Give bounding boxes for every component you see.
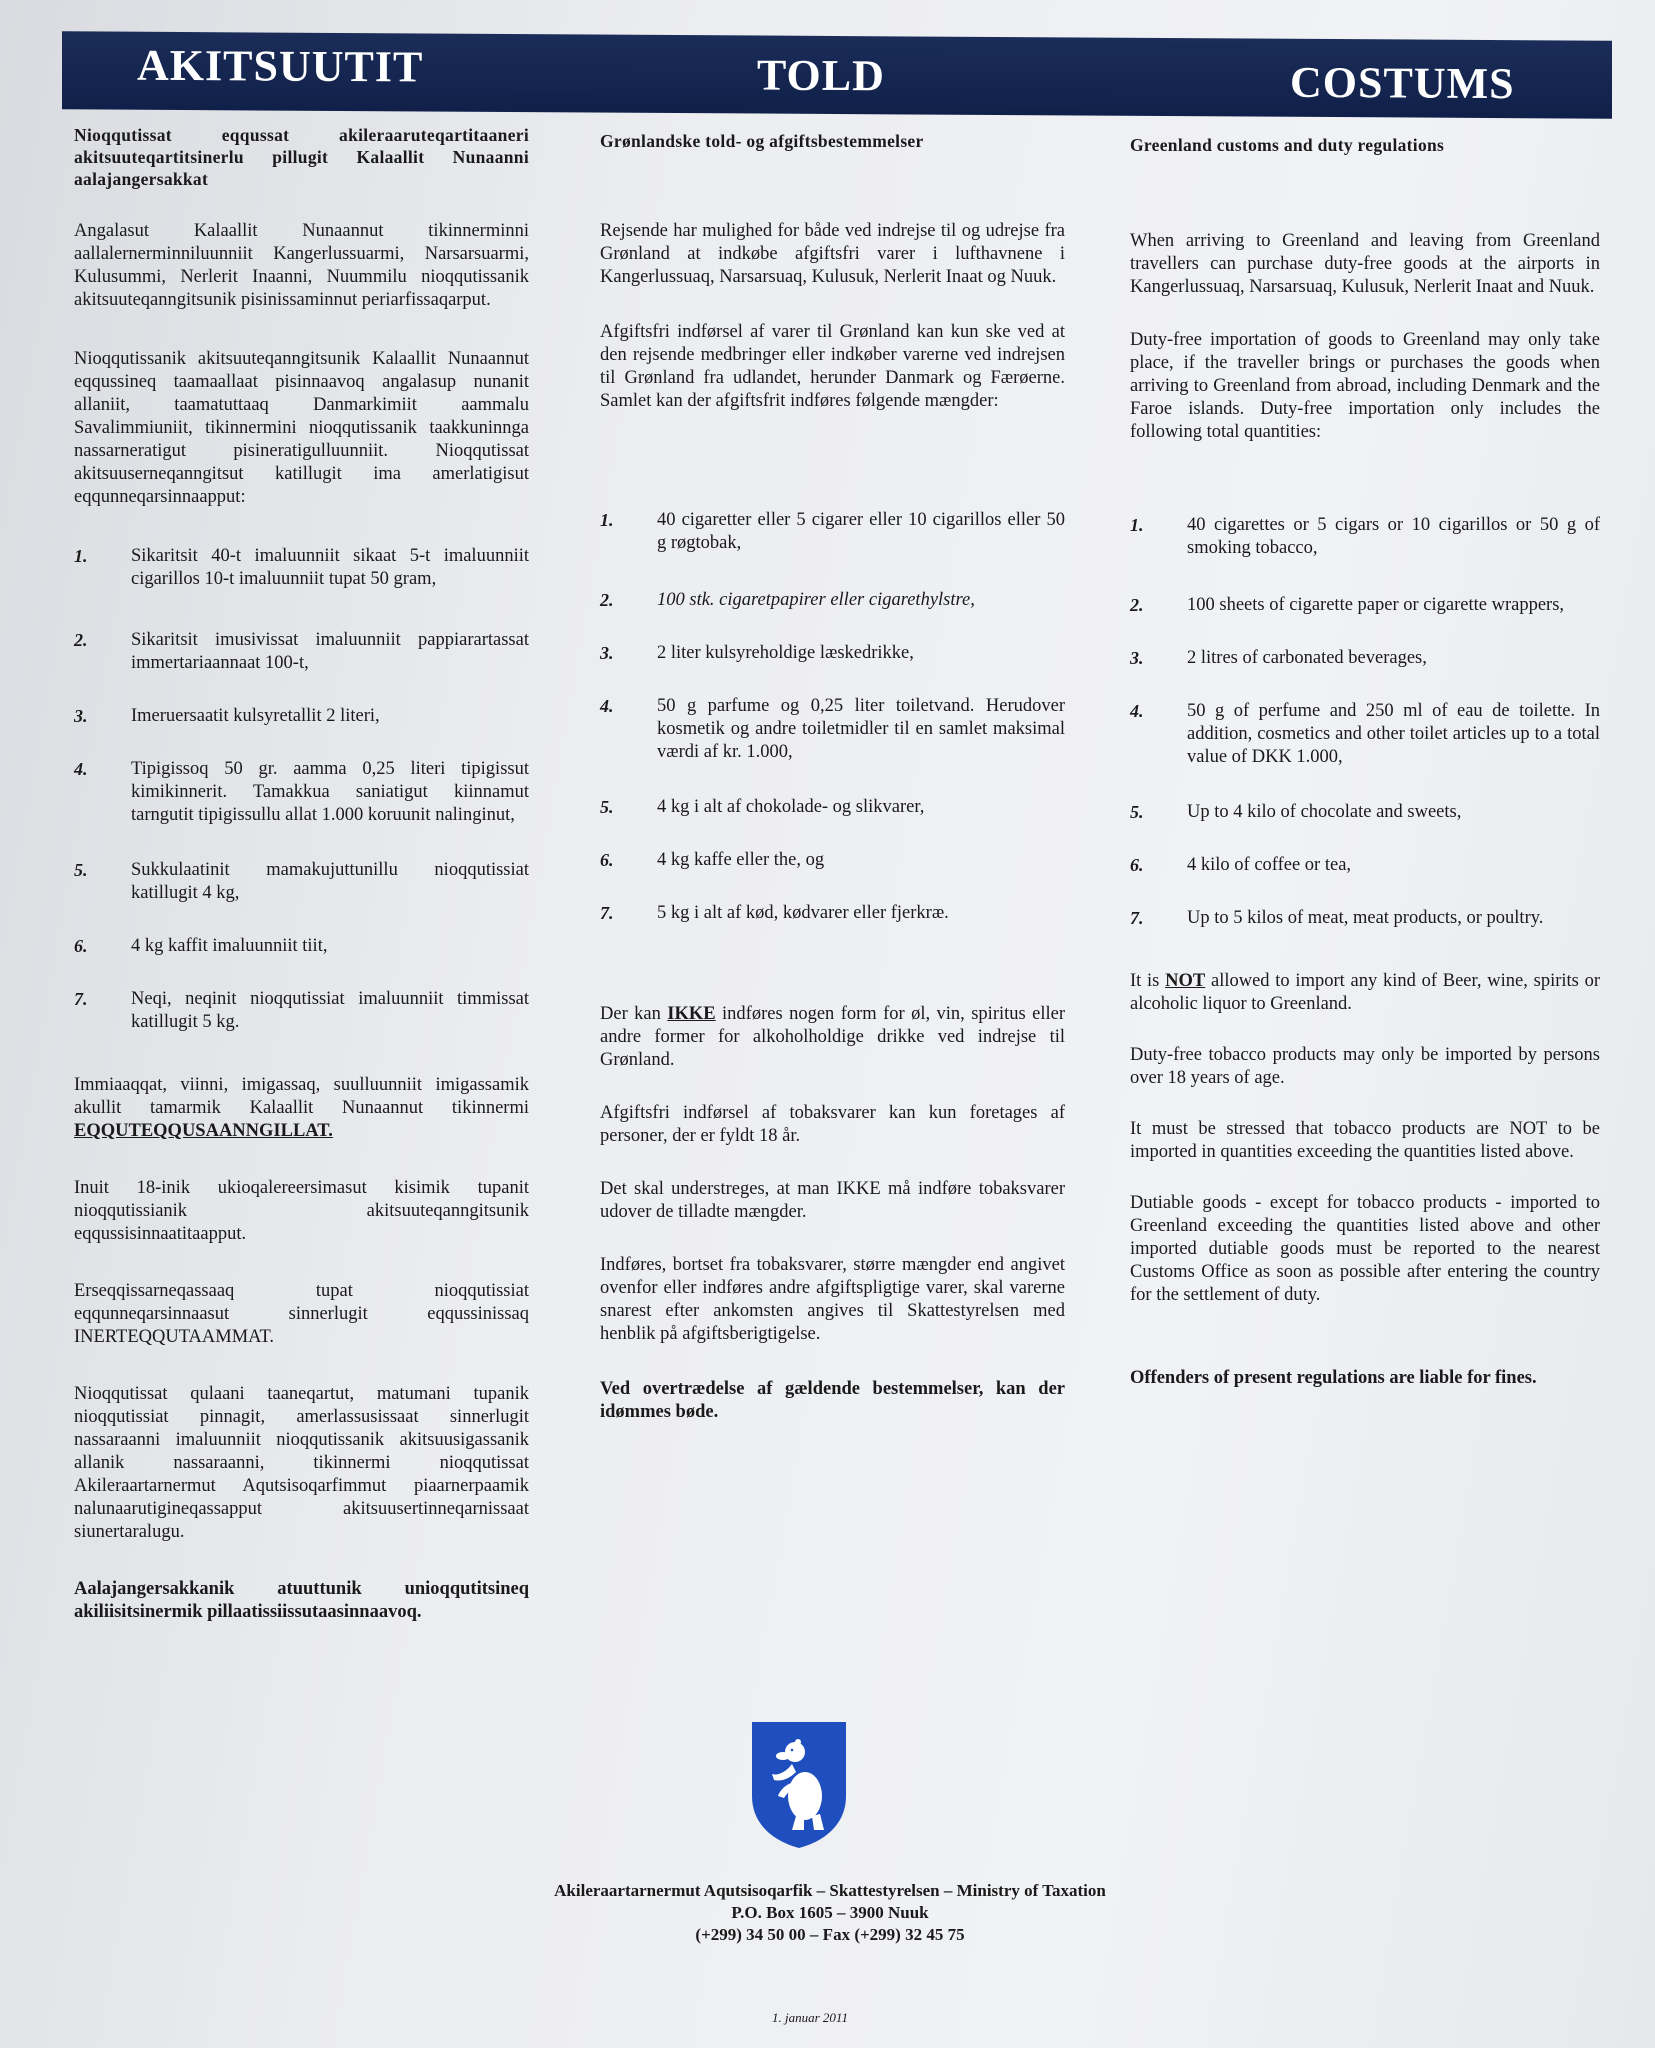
intro-paragraph: Angalasut Kalaallit Nunaannut tikinnerminni aallalernerminniluunniit Kangerlussuarmi, Narsarsuarmi, Kulusummi, Nerlerit Inaanni, Nuummilu nioqqutissanik akitsuuteqanngitsunik pisinissaminnut periarfissaqarput. bbox=[74, 221, 529, 310]
ministry-name: Akileraartarnermut Aqutsisoqarfik – Skattestyrelsen – Ministry of Taxation bbox=[554, 1881, 1106, 1900]
phone-fax: (+299) 34 50 00 – Fax (+299) 32 45 75 bbox=[695, 1925, 965, 1944]
list-item: 2. Sikaritsit imusivissat imaluunniit pappiarartassat immertariaannaat 100-t, bbox=[74, 630, 529, 673]
allowance-list-kalaallisut bbox=[74, 545, 529, 1034]
conditions-paragraph: Duty-free importation of goods to Greenland may only take place, if the traveller brings or purchases the goods when arriving to Greenland from abroad, including Denmark and the Faroe islands. Duty-free importation only includes the following total quantities: bbox=[1130, 330, 1600, 442]
list-item: 4. 50 g parfume og 0,25 liter toiletvand. Herudover kosmetik og andre toiletmidler til en samlet maksimal værdi af kr. 1.000, bbox=[600, 696, 1065, 762]
postal-address: P.O. Box 1605 – 3900 Nuuk bbox=[731, 1903, 929, 1922]
header-title-danish: TOLD bbox=[757, 50, 885, 101]
list-item: 4. Tipigissoq 50 gr. aamma 0,25 literi tipigissut kimikinnerit. Tamakkua saniatigut kiinnamut tarngutit tipigissullu allat 1.000 koruunit nalinginut, bbox=[74, 759, 529, 825]
dutiable-paragraph: Dutiable goods - except for tobacco products - imported to Greenland exceeding the quantities listed above and other imported dutiable goods must be reported to the nearest Customs Office as soon as possible after entering the country for the settlement of duty. bbox=[1130, 1193, 1600, 1305]
conditions-paragraph: Afgiftsfri indførsel af varer til Grønland kan kun ske ved at den rejsende medbringer eller indkøber varerne ved indrejsen til Grønland fra udlandet, herunder Danmark og Færøerne. Samlet kan der afgiftsfrit indføres følgende mængder: bbox=[600, 322, 1065, 411]
list-item: 1. 40 cigaretter eller 5 cigarer eller 10 cigarillos eller 50 g røgtobak, bbox=[600, 510, 1065, 553]
polar-bear-coat-of-arms-icon bbox=[748, 1718, 850, 1850]
conditions-paragraph: Nioqqutissanik akitsuuteqanngitsunik Kalaallit Nunaannut eqqussineq taamaallaat pisinnaavoq angalasup nunanit allaniit, taamatuttaaq Danmarkimiit aammalu Savalimmiuniit, tikinnermini nioqqutissanik taakkuninnga nassarneratigut pisineratigulluunniit. Nioqqutissat akitsuuserneqanngitsut katillugit ima amerlatigisut eqqunneqarsinnaapput: bbox=[74, 349, 529, 507]
tobacco-paragraph: It must be stressed that tobacco products are NOT to be imported in quantities exceeding the quantities listed above. bbox=[1130, 1119, 1600, 1162]
list-item: 7. Neqi, neqinit nioqqutissiat imaluunniit timmissat katillugit 5 kg. bbox=[74, 989, 529, 1032]
dutiable-paragraph: Indføres, bortset fra tobaksvarer, større mængder end angivet ovenfor eller indføres andre afgiftspligtige varer, skal varerne snarest efter ankomsten angives til Skattestyrelsen med henblik på afgiftsberigtigelse. bbox=[600, 1255, 1065, 1344]
header-title-kalaallisut: AKITSUUTIT bbox=[137, 40, 424, 92]
list-item: 3. 2 litres of carbonated beverages, bbox=[1130, 648, 1427, 668]
age-paragraph: Inuit 18-inik ukioqalereersimasut kisimik tupanit nioqqutissianik akitsuuteqanngitsunik eqqussisinnaatitaapput. bbox=[74, 1178, 529, 1244]
list-item: 4. 50 g of perfume and 250 ml of eau de toilette. In addition, cosmetics and other toilet articles up to a total value of DKK 1.000, bbox=[1130, 701, 1600, 767]
list-item: 6. 4 kilo of coffee or tea, bbox=[1130, 855, 1352, 875]
tobacco-paragraph: Det skal understreges, at man IKKE må indføre tobaksvarer udover de tilladte mængder. bbox=[600, 1179, 1065, 1222]
list-item: 1. 40 cigarettes or 5 cigars or 10 cigarillos or 50 g of smoking tobacco, bbox=[1130, 515, 1600, 558]
list-item: 3. 2 liter kulsyreholdige læskedrikke, bbox=[600, 643, 914, 663]
penalty-paragraph: Offenders of present regulations are liable for fines. bbox=[1130, 1368, 1537, 1388]
tobacco-paragraph: Erseqqissarneqassaaq tupat nioqqutissiat eqqunneqarsinnaasut sinnerlugit eqqussinissaq INERTEQQUTAAMMAT. bbox=[74, 1281, 529, 1347]
intro-paragraph: Rejsende har mulighed for både ved indrejse til og udrejse fra Grønland at indkøbe afgiftsfri varer i lufthavnene i Kangerlussuaq, Narsarsuaq, Kulusuk, Nerlerit Inaat og Nuuk. bbox=[600, 221, 1065, 287]
alcohol-paragraph: It is NOT allowed to import any kind of Beer, wine, spirits or alcoholic liquor to Greenland. bbox=[1130, 971, 1601, 1014]
list-item: 2. 100 stk. cigaretpapirer eller cigarethylstre, bbox=[600, 590, 975, 610]
list-item: 7. 5 kg i alt af kød, kødvarer eller fjerkræ. bbox=[600, 903, 949, 923]
allowance-list-english bbox=[1130, 514, 1600, 930]
lead-danish: Grønlandske told- og afgiftsbestemmelser bbox=[600, 131, 924, 151]
column-danish bbox=[600, 130, 1065, 1424]
intro-paragraph: When arriving to Greenland and leaving from Greenland travellers can purchase duty-free goods at the airports in Kangerlussuaq, Narsarsuaq, Kulusuk, Nerlerit Inaat and Nuuk. bbox=[1130, 231, 1600, 297]
list-item: 1. Sikaritsit 40-t imaluunniit sikaat 5-t imaluunniit cigarillos 10-t imaluunniit tupat 50 gram, bbox=[74, 546, 529, 589]
penalty-paragraph: Aalajangersakkanik atuuttunik unioqqutitsineq akiliisitsinermik pillaatissiissutaasinnaavoq. bbox=[74, 1579, 529, 1622]
list-item: 6. 4 kg kaffe eller the, og bbox=[600, 850, 825, 870]
allowance-list-danish bbox=[600, 509, 1065, 925]
list-item: 6. 4 kg kaffit imaluunniit tiit, bbox=[74, 936, 328, 956]
lead-kalaallisut: Nioqqutissat eqqussat akileraaruteqartitaaneri akitsuuteqartitsinerlu pillugit Kalaallit Nunaanni aalajangersakkat bbox=[74, 125, 529, 189]
list-item: 5. Up to 4 kilo of chocolate and sweets, bbox=[1130, 802, 1462, 822]
header-banner bbox=[62, 31, 1612, 118]
footer-contact bbox=[430, 1880, 1230, 1946]
lead-english: Greenland customs and duty regulations bbox=[1130, 135, 1445, 155]
alcohol-paragraph: Der kan IKKE indføres nogen form for øl, vin, spiritus eller andre former for alkoholholdige drikke ved indrejse til Grønland. bbox=[600, 1004, 1065, 1070]
header-title-english: COSTUMS bbox=[1290, 57, 1515, 109]
age-paragraph: Duty-free tobacco products may only be imported by persons over 18 years of age. bbox=[1130, 1045, 1600, 1088]
penalty-paragraph: Ved overtrædelse af gældende bestemmelser, kan der idømmes bøde. bbox=[600, 1379, 1065, 1422]
list-item: 3. Imeruersaatit kulsyretallit 2 literi, bbox=[74, 706, 380, 726]
dutiable-paragraph: Nioqqutissat qulaani taaneqartut, matumani tupanik nioqqutissiat pinnagit, amerlassusissaat sinnerlugit nassaraanni imaluunniit nioqqutissanik akitsuusigassanik allanik nassaraanni, tikinnermi nioqqutissat Akileraartarnermut Aqutsisoqarfimmut piaarnerpaamik nalunaarutigineqassapput akitsuusertinneqarnissaat siunertaralugu. bbox=[74, 1384, 529, 1542]
alcohol-paragraph: Immiaaqqat, viinni, imigassaq, suulluunniit imigassamik akullit tamarmik Kalaallit Nunaannut tikinnermi EQQUTEQQUSAANNGILLAT. bbox=[74, 1075, 529, 1141]
age-paragraph: Afgiftsfri indførsel af tobaksvarer kan kun foretages af personer, der er fyldt 18 år. bbox=[600, 1103, 1065, 1146]
column-english bbox=[1130, 134, 1600, 1390]
column-kalaallisut bbox=[74, 124, 529, 1624]
list-item: 2. 100 sheets of cigarette paper or cigarette wrappers, bbox=[1130, 595, 1565, 615]
document-date: 1. januar 2011 bbox=[772, 2010, 848, 2025]
list-item: 7. Up to 5 kilos of meat, meat products, or poultry. bbox=[1130, 908, 1544, 928]
list-item: 5. Sukkulaatinit mamakujuttunillu nioqqutissiat katillugit 4 kg, bbox=[74, 860, 529, 903]
list-item: 5. 4 kg i alt af chokolade- og slikvarer, bbox=[600, 797, 925, 817]
